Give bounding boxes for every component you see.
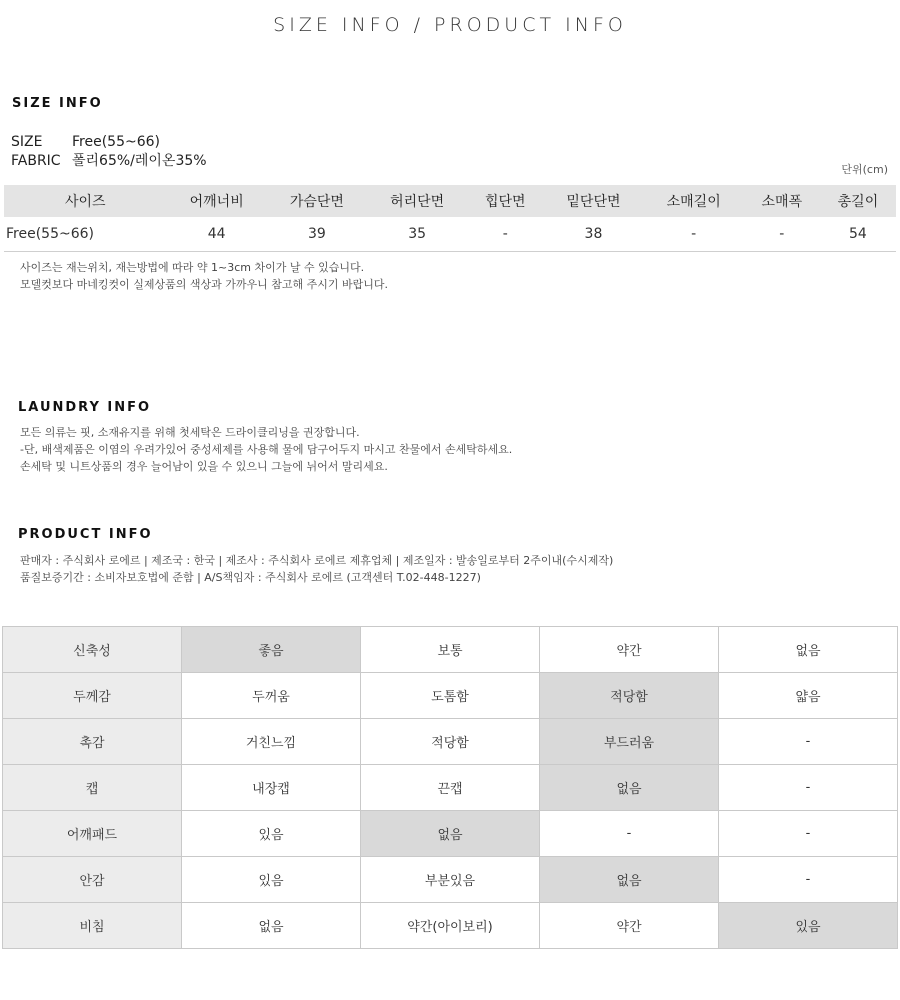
size-cell: - <box>467 217 543 252</box>
size-label: SIZE <box>11 134 43 150</box>
property-option: 두꺼움 <box>182 673 361 719</box>
property-option-selected: 부드러움 <box>540 719 719 765</box>
size-note-line: 모델컷보다 마네킹컷이 실제상품의 색상과 가까우니 참고해 주시기 바랍니다. <box>20 278 389 291</box>
property-option: 있음 <box>182 811 361 857</box>
laundry-line: -단, 배색제품은 이염의 우려가있어 중성세제를 사용해 물에 담구어두지 마시고 찬물에서 손세탁하세요. <box>20 443 513 456</box>
size-cell: - <box>644 217 744 252</box>
property-option: 없음 <box>182 903 361 949</box>
unit-label: 단위(cm) <box>841 163 888 176</box>
property-label: 캡 <box>3 765 182 811</box>
property-option: 얇음 <box>719 673 898 719</box>
property-option: - <box>719 811 898 857</box>
property-option-selected: 없음 <box>361 811 540 857</box>
property-option: 적당함 <box>361 719 540 765</box>
property-option: 약간 <box>540 903 719 949</box>
laundry-line: 모든 의류는 핏, 소재유지를 위해 첫세탁은 드라이클리닝을 권장합니다. <box>20 426 360 439</box>
size-header-cell: 소매폭 <box>744 185 820 217</box>
table-row <box>4 217 896 252</box>
property-label: 신축성 <box>3 627 182 673</box>
property-label: 촉감 <box>3 719 182 765</box>
size-header-cell: 소매길이 <box>644 185 744 217</box>
property-option: 보통 <box>361 627 540 673</box>
property-option-selected: 적당함 <box>540 673 719 719</box>
laundry-notes <box>20 424 512 475</box>
product-line: 판매자 : 주식회사 로에르 | 제조국 : 한국 | 제조사 : 주식회사 로에르 제휴업체 | 제조일자 : 발송일로부터 2주이내(수시제작) <box>20 554 614 567</box>
property-option: - <box>540 811 719 857</box>
property-option: 약간 <box>540 627 719 673</box>
size-info-heading: SIZE INFO <box>12 96 103 111</box>
size-header-cell: 힙단면 <box>467 185 543 217</box>
product-info-heading: PRODUCT INFO <box>18 527 153 542</box>
size-table-header <box>4 185 896 217</box>
laundry-info-heading: LAUNDRY INFO <box>18 400 152 415</box>
size-header-cell: 밑단단면 <box>543 185 643 217</box>
property-option: 거친느낌 <box>182 719 361 765</box>
property-option-selected: 없음 <box>540 857 719 903</box>
property-row <box>3 765 898 811</box>
size-cell: 54 <box>820 217 896 252</box>
size-header-cell: 총길이 <box>820 185 896 217</box>
size-notes <box>20 259 388 293</box>
fabric-value: 폴리65%/레이온35% <box>72 153 207 169</box>
size-cell: 44 <box>167 217 267 252</box>
property-row <box>3 903 898 949</box>
size-table <box>4 185 896 252</box>
property-label: 안감 <box>3 857 182 903</box>
property-option: 도톰함 <box>361 673 540 719</box>
size-spec-row <box>11 134 160 150</box>
property-option: 내장캡 <box>182 765 361 811</box>
size-header-cell: 허리단면 <box>367 185 467 217</box>
property-option: 부분있음 <box>361 857 540 903</box>
property-option: - <box>719 719 898 765</box>
property-row <box>3 673 898 719</box>
property-label: 어깨패드 <box>3 811 182 857</box>
property-option: 없음 <box>719 627 898 673</box>
size-cell: 35 <box>367 217 467 252</box>
property-option: - <box>719 765 898 811</box>
size-cell: 38 <box>543 217 643 252</box>
property-option-selected: 좋음 <box>182 627 361 673</box>
size-cell: - <box>744 217 820 252</box>
property-option-selected: 없음 <box>540 765 719 811</box>
property-option: - <box>719 857 898 903</box>
page-title: SIZE INFO / PRODUCT INFO <box>273 14 627 36</box>
property-row <box>3 719 898 765</box>
fabric-spec-row <box>11 150 207 170</box>
property-table <box>2 626 898 949</box>
product-notes <box>20 552 613 586</box>
size-cell: Free(55~66) <box>4 217 167 252</box>
product-line: 품질보증기간 : 소비자보호법에 준함 | A/S책임자 : 주식회사 로에르 (고객센터 T.02-448-1227) <box>20 571 481 584</box>
size-header-cell: 사이즈 <box>4 185 167 217</box>
property-row <box>3 627 898 673</box>
property-option: 끈캡 <box>361 765 540 811</box>
size-note-line: 사이즈는 재는위치, 재는방법에 따라 약 1~3cm 차이가 날 수 있습니다. <box>20 261 365 274</box>
laundry-line: 손세탁 및 니트상품의 경우 늘어남이 있을 수 있으니 그늘에 뉘어서 말리세요. <box>20 460 388 473</box>
property-option: 약간(아이보리) <box>361 903 540 949</box>
fabric-label: FABRIC <box>11 153 61 169</box>
size-cell: 39 <box>267 217 367 252</box>
size-value: Free(55~66) <box>72 134 160 150</box>
property-option: 있음 <box>182 857 361 903</box>
property-row <box>3 857 898 903</box>
property-label: 두께감 <box>3 673 182 719</box>
size-header-cell: 어깨너비 <box>167 185 267 217</box>
size-header-cell: 가슴단면 <box>267 185 367 217</box>
property-option-selected: 있음 <box>719 903 898 949</box>
property-label: 비침 <box>3 903 182 949</box>
property-row <box>3 811 898 857</box>
